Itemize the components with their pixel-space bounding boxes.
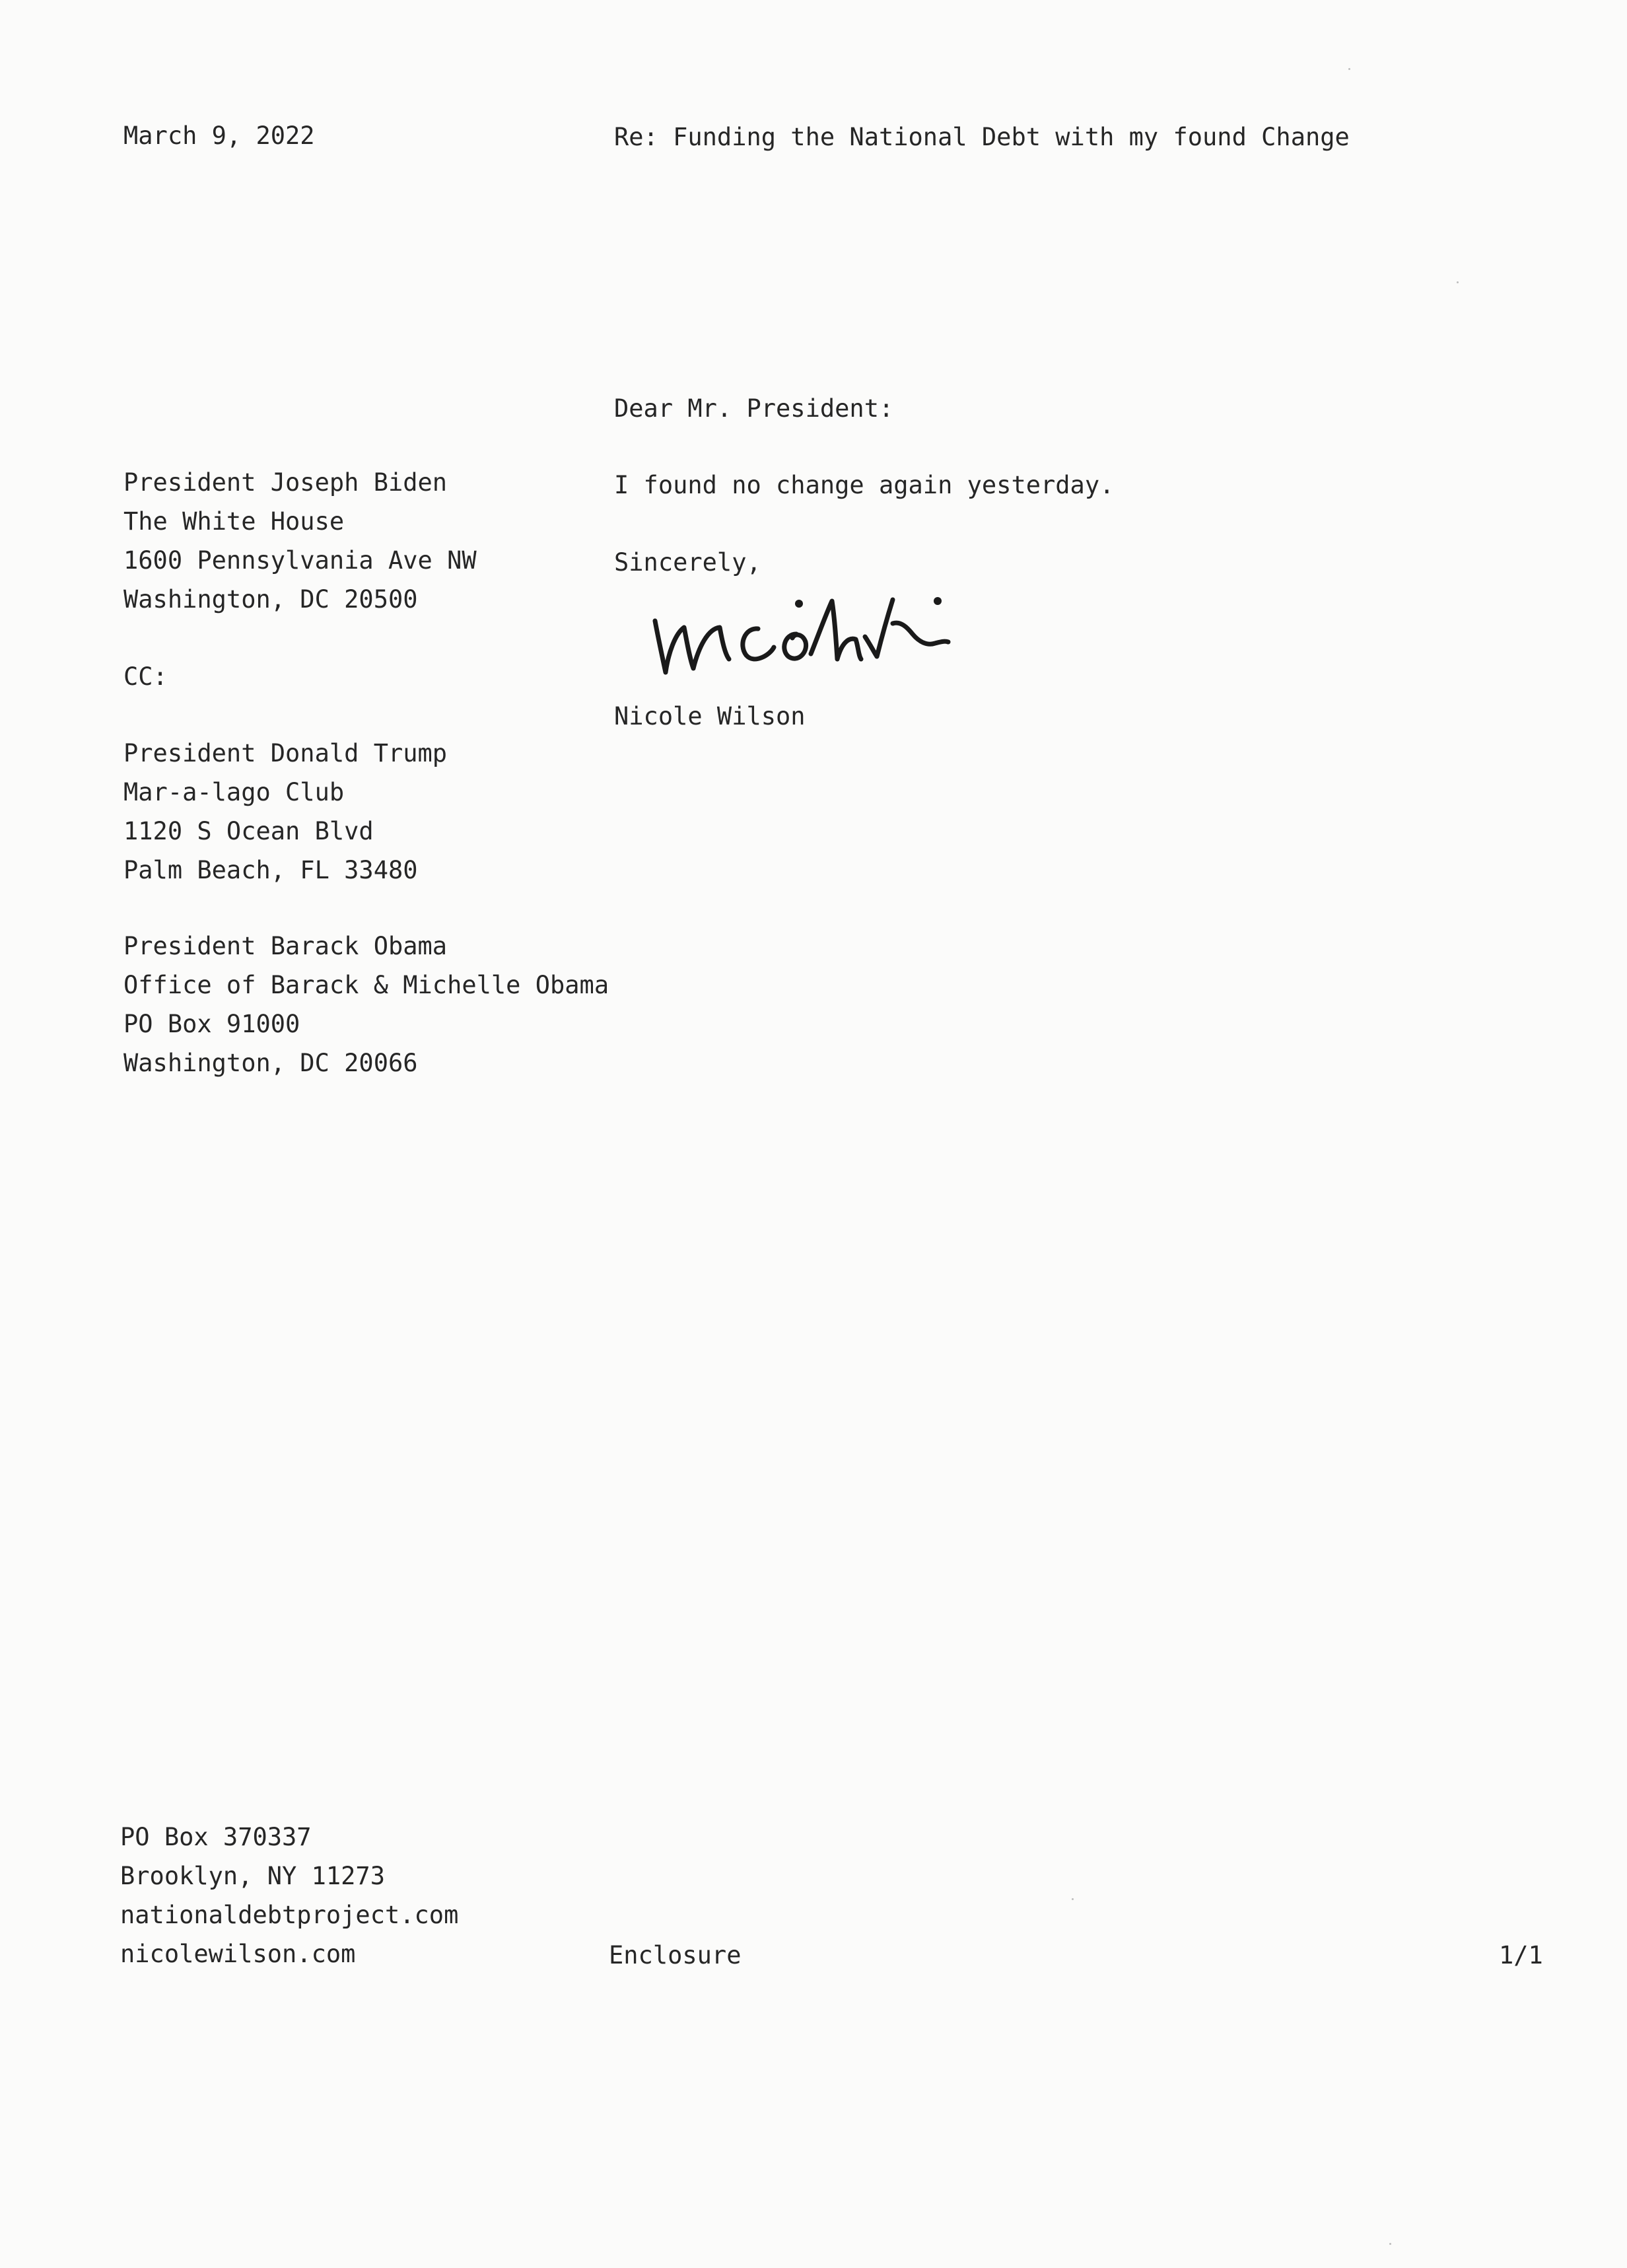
recipient-line: Washington, DC 20500	[123, 585, 418, 614]
cc-recipient-name: President Donald Trump	[123, 739, 448, 767]
letter-date: March 9, 2022	[123, 122, 315, 150]
cc-recipient-line: Washington, DC 20066	[123, 1049, 418, 1077]
cc-recipient-line: Office of Barack & Michelle Obama	[123, 971, 609, 999]
cc-label: CC:	[123, 662, 168, 691]
cc-recipient-line: Mar-a-lago Club	[123, 778, 345, 806]
letter-message: I found no change again yesterday.	[614, 471, 1115, 499]
scan-speck	[1348, 68, 1350, 70]
enclosure-note: Enclosure	[609, 1941, 742, 1969]
sender-website: nationaldebtproject.com	[120, 1901, 459, 1929]
closing: Sincerely,	[614, 548, 761, 577]
recipient-line: The White House	[123, 507, 345, 536]
recipient-name: President Joseph Biden	[123, 468, 448, 497]
cc-recipient-address	[123, 734, 447, 890]
sender-footer-address	[120, 1818, 458, 1973]
scan-speck	[1072, 1898, 1074, 1900]
cc-recipient-line: PO Box 91000	[123, 1010, 300, 1038]
sender-website: nicolewilson.com	[120, 1940, 356, 1968]
handwritten-signature	[646, 581, 976, 680]
salutation: Dear Mr. President:	[614, 394, 894, 423]
letter-subject: Re: Funding the National Debt with my found Change	[614, 123, 1350, 151]
cc-recipient-address	[123, 927, 609, 1082]
cc-recipient-name: President Barack Obama	[123, 932, 448, 960]
cc-recipient-line: Palm Beach, FL 33480	[123, 856, 418, 884]
sender-line: PO Box 370337	[120, 1823, 312, 1851]
page-number: 1/1	[1499, 1941, 1543, 1969]
recipient-line: 1600 Pennsylvania Ave NW	[123, 546, 477, 575]
scan-speck	[1457, 281, 1459, 283]
signer-name: Nicole Wilson	[614, 702, 806, 730]
cc-recipient-line: 1120 S Ocean Blvd	[123, 817, 374, 845]
scan-speck	[1389, 2243, 1391, 2245]
sender-line: Brooklyn, NY 11273	[120, 1862, 385, 1890]
recipient-address	[123, 463, 477, 619]
